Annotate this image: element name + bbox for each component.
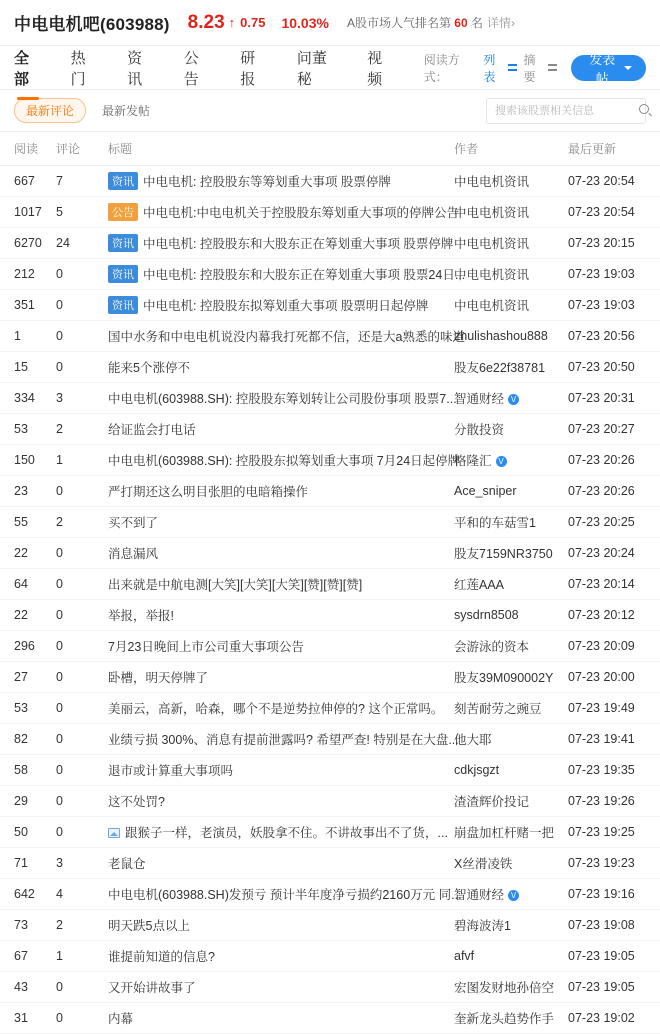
badge-news: 资讯 [108,265,138,283]
post-button[interactable] [571,51,646,86]
cell-read-count: 642 [0,879,56,910]
post-button-label: 发表帖 [589,51,616,86]
nav-right-group [424,51,646,85]
cell-updated-time: 07-23 19:49 [568,693,660,724]
verified-badge-icon: V [496,456,507,467]
cell-author[interactable] [454,631,568,662]
column-read: 阅读 [0,132,56,166]
badge-news: 资讯 [108,172,138,190]
cell-comment-count: 0 [56,476,108,507]
table-row[interactable] [0,290,660,321]
tab-research[interactable]: 研报 [240,49,256,88]
author-name[interactable]: 中电电机资讯 [454,206,530,220]
author-name[interactable]: 会游泳的资本 [454,640,530,654]
table-row[interactable] [0,321,660,352]
post-title-link[interactable]: 谁提前知道的信息? [108,950,215,964]
table-head [0,132,660,166]
cell-title[interactable] [108,414,454,445]
post-title-link[interactable]: 美丽云，高新，哈森，哪个不是逆势拉伸停的? 这个正常吗。 [108,702,444,716]
search-input[interactable] [493,104,639,118]
read-mode-summary[interactable] [523,51,557,85]
cell-read-count: 53 [0,693,56,724]
cell-author[interactable] [454,786,568,817]
cell-comment-count: 5 [56,197,108,228]
cell-updated-time: 07-23 20:12 [568,600,660,631]
cell-comment-count: 1 [56,445,108,476]
cell-updated-time: 07-23 19:26 [568,786,660,817]
cell-read-count: 15 [0,352,56,383]
cell-read-count: 53 [0,414,56,445]
author-name[interactable]: zhulishashou888 [454,329,548,343]
cell-author[interactable] [454,507,568,538]
cell-updated-time: 07-23 20:15 [568,228,660,259]
author-name[interactable]: 碧海波涛1 [454,919,511,933]
cell-title[interactable] [108,941,454,972]
cell-comment-count: 0 [56,693,108,724]
post-title-link[interactable]: 中电电机: 控股股东等筹划重大事项 股票停牌 [143,175,391,189]
table-row[interactable] [0,600,660,631]
cell-comment-count: 2 [56,414,108,445]
cell-title[interactable] [108,166,454,197]
column-title: 标题 [108,132,454,166]
post-title-link[interactable]: 出来就是中航电测[大笑][大笑][大笑][赞][赞][赞] [108,578,363,592]
cell-title[interactable] [108,1003,454,1034]
cell-read-count: 212 [0,259,56,290]
cell-author[interactable] [454,848,568,879]
post-title-link[interactable]: 举报，举报! [108,609,174,623]
rank-number: 60 [454,16,468,30]
column-comment: 评论 [56,132,108,166]
author-name[interactable]: X丝滑凌铁 [454,857,513,871]
cell-read-count: 27 [0,662,56,693]
table-row[interactable] [0,631,660,662]
author-name[interactable]: 股友6e22f38781 [454,361,546,375]
tab-all[interactable]: 全部 [14,36,42,100]
cell-read-count: 334 [0,383,56,414]
price-change-percent: 10.03% [281,14,329,31]
cell-read-count: 22 [0,538,56,569]
cell-author[interactable] [454,197,568,228]
table-row[interactable] [0,662,660,693]
cell-author[interactable] [454,352,568,383]
cell-updated-time: 07-23 19:41 [568,724,660,755]
table-body [0,166,660,1034]
search-icon[interactable] [639,104,652,117]
read-mode-label: 阅读方式： [423,52,460,84]
cell-updated-time: 07-23 19:23 [568,848,660,879]
cell-updated-time: 07-23 20:50 [568,352,660,383]
cell-author[interactable] [454,879,568,910]
cell-comment-count: 0 [56,569,108,600]
cell-read-count: 58 [0,755,56,786]
main-nav [0,46,660,90]
table-row[interactable] [0,383,660,414]
cell-title[interactable] [108,538,454,569]
table-row[interactable] [0,352,660,383]
column-author: 作者 [454,132,568,166]
cell-updated-time: 07-23 19:03 [568,290,660,321]
cell-author[interactable] [454,600,568,631]
list-view-icon [508,62,518,73]
table-row[interactable] [0,445,660,476]
cell-comment-count: 0 [56,724,108,755]
cell-read-count: 67 [0,941,56,972]
cell-comment-count: 0 [56,352,108,383]
price-change: 0.75 [240,15,266,30]
cell-author[interactable] [454,259,568,290]
cell-read-count: 71 [0,848,56,879]
cell-comment-count: 0 [56,662,108,693]
cell-title[interactable] [108,817,454,848]
cell-updated-time: 07-23 19:03 [568,259,660,290]
cell-read-count: 23 [0,476,56,507]
cell-title[interactable] [108,321,465,352]
cell-title[interactable] [108,972,454,1003]
cell-updated-time: 07-23 20:26 [568,476,660,507]
popularity-rank [347,14,483,31]
cell-comment-count: 0 [56,321,108,352]
author-name[interactable]: 中电电机资讯 [454,268,530,282]
verified-badge-icon: V [508,890,519,901]
cell-title[interactable] [108,259,466,290]
cell-updated-time: 07-23 20:25 [568,507,660,538]
post-title-link[interactable]: 跟猴子一样，老演员，妖股拿不住。不讲故事出不了货，... [125,826,448,840]
table-row[interactable] [0,786,660,817]
author-name[interactable]: 股友7159NR3750 [454,547,553,561]
author-name[interactable]: sysdrn8508 [454,608,519,622]
post-title-link[interactable]: 明天跌5点以上 [108,919,190,933]
author-name[interactable]: 红莲AAA [454,578,505,592]
author-name[interactable]: 中电电机资讯 [454,299,530,313]
cell-updated-time: 07-23 19:35 [568,755,660,786]
cell-title[interactable] [108,197,459,228]
filter-latest-comment[interactable]: 最新评论 [14,98,86,123]
table-header-row [0,132,660,166]
cell-author[interactable] [454,321,568,352]
summary-view-icon [548,62,558,73]
cell-author[interactable] [454,166,568,197]
cell-updated-time: 07-23 20:00 [568,662,660,693]
cell-title[interactable] [108,631,454,662]
cell-author[interactable] [454,538,568,569]
cell-author[interactable] [454,1003,568,1034]
post-title-link[interactable]: 中电电机: 控股股东和大股东正在筹划重大事项 股票停牌 [143,237,454,251]
author-name[interactable]: cdkjsgzt [454,763,500,777]
cell-updated-time: 07-23 20:14 [568,569,660,600]
post-title-link[interactable]: 买不到了 [108,516,159,530]
table-row[interactable] [0,228,660,259]
cell-title[interactable] [108,910,454,941]
badge-news: 资讯 [108,234,138,252]
author-name[interactable]: 他大耶 [454,733,492,747]
cell-author[interactable] [454,414,568,445]
table-row[interactable] [0,1003,660,1034]
cell-updated-time: 07-23 20:27 [568,414,660,445]
search-box[interactable] [486,98,646,124]
author-name[interactable]: afvf [454,949,475,963]
cell-comment-count: 0 [56,817,108,848]
column-updated: 最后更新 [568,132,660,166]
cell-comment-count: 0 [56,786,108,817]
cell-updated-time: 07-23 20:09 [568,631,660,662]
cell-comment-count: 1 [56,941,108,972]
cell-read-count: 50 [0,817,56,848]
cell-comment-count: 4 [56,879,108,910]
cell-updated-time: 07-23 20:26 [568,445,660,476]
cell-read-count: 29 [0,786,56,817]
tab-video[interactable]: 视频 [367,49,383,88]
table-row[interactable] [0,414,660,445]
cell-author[interactable] [454,693,568,724]
cell-title[interactable] [108,476,454,507]
post-title-link[interactable]: 这不处罚? [108,795,165,809]
price-up-arrow-icon: ↑ [228,15,236,30]
cell-title[interactable] [108,569,454,600]
cell-author[interactable] [454,662,568,693]
cell-updated-time: 07-23 20:24 [568,538,660,569]
author-name[interactable]: 股友39M090002Y [454,671,554,685]
cell-updated-time: 07-23 19:16 [568,879,660,910]
image-attachment-icon [108,828,120,838]
author-name[interactable]: 渣渣辉价投记 [454,795,530,809]
cell-read-count: 351 [0,290,56,321]
post-title-link[interactable]: 又开始讲故事了 [108,981,196,995]
post-title-link[interactable]: 消息漏风 [108,547,159,561]
post-title-link[interactable]: 7月23日晚间上市公司重大事项公告 [108,640,304,654]
table-row[interactable] [0,259,660,290]
cell-comment-count: 2 [56,507,108,538]
tab-hot[interactable]: 热门 [70,49,86,88]
cell-title[interactable] [108,383,457,414]
post-title-link[interactable]: 卧槽，明天停牌了 [108,671,209,685]
post-title-link[interactable]: 中电电机: 控股股东拟筹划重大事项 股票明日起停牌 [143,299,429,313]
cell-updated-time: 07-23 20:31 [568,383,660,414]
cell-title[interactable] [108,662,454,693]
cell-author[interactable] [454,941,568,972]
detail-link[interactable]: 详情› [487,16,516,30]
post-title-link[interactable]: 中电电机: 控股股东和大股东正在筹划重大事项 股票24日... [143,268,466,282]
author-name[interactable]: 奎新龙头趋势作手 [454,1012,555,1026]
cell-read-count: 150 [0,445,56,476]
cell-title[interactable] [108,693,454,724]
author-name[interactable]: 平和的车菇雪1 [454,516,536,530]
post-title-link[interactable]: 业绩亏损 300%、消息有提前泄露吗? 希望严查! 特别是在大盘... [108,733,459,747]
cell-updated-time: 07-23 20:56 [568,321,660,352]
cell-read-count: 22 [0,600,56,631]
cell-updated-time: 07-23 19:25 [568,817,660,848]
cell-title[interactable] [108,755,454,786]
author-name[interactable]: 格隆汇 [454,454,492,468]
cell-read-count: 43 [0,972,56,1003]
cell-title[interactable] [108,228,454,259]
author-name[interactable]: 宏图发财地孙倍空 [454,981,555,995]
table-row[interactable] [0,197,660,228]
cell-comment-count: 0 [56,600,108,631]
filter-latest-post[interactable]: 最新发帖 [102,104,151,118]
cell-updated-time: 07-23 20:54 [568,197,660,228]
tab-news[interactable]: 资讯 [127,49,143,88]
cell-comment-count: 0 [56,755,108,786]
cell-title[interactable] [108,507,454,538]
table-row[interactable] [0,538,660,569]
author-name[interactable]: 智通财经 [454,392,505,406]
cell-author[interactable] [454,445,568,476]
tab-ask-secretary[interactable]: 问董秘 [296,49,327,88]
post-title-link[interactable]: 能来5个涨停不 [108,361,190,375]
cell-comment-count: 24 [56,228,108,259]
table-row[interactable] [0,693,660,724]
post-title-link[interactable]: 中电电机(603988.SH)发预亏 预计半年度净亏损约2160万元 同... [108,888,462,902]
cell-read-count: 667 [0,166,56,197]
verified-badge-icon: V [508,394,519,405]
cell-author[interactable] [454,228,568,259]
cell-read-count: 64 [0,569,56,600]
cell-author[interactable] [454,910,568,941]
table-row[interactable] [0,724,660,755]
table-row[interactable] [0,941,660,972]
cell-author[interactable] [454,476,568,507]
cell-read-count: 296 [0,631,56,662]
author-name[interactable]: 崩盘加杠杆赌一把 [454,826,555,840]
post-title-link[interactable]: 老鼠仓 [108,857,146,871]
cell-read-count: 82 [0,724,56,755]
post-title-link[interactable]: 中电电机(603988.SH): 控股股东筹划转让公司股份事项 股票7... [108,392,457,406]
badge-news: 资讯 [108,296,138,314]
cell-comment-count: 0 [56,972,108,1003]
post-title-link[interactable]: 内幕 [108,1012,134,1026]
cell-author[interactable] [454,755,568,786]
cell-read-count: 55 [0,507,56,538]
table-row[interactable] [0,507,660,538]
tab-announcement[interactable]: 公告 [183,49,199,88]
cell-comment-count: 7 [56,166,108,197]
post-title-link[interactable]: 国中水务和中电电机说没内幕我打死都不信，还是大а熟悉的味道 [108,330,465,344]
cell-comment-count: 3 [56,848,108,879]
table-row[interactable] [0,972,660,1003]
stock-price: 8.23 [187,11,225,33]
cell-author[interactable] [454,383,568,414]
cell-comment-count: 0 [56,631,108,662]
cell-comment-count: 0 [56,259,108,290]
author-name[interactable]: 中电电机资讯 [454,237,530,251]
chevron-down-icon [624,66,632,70]
cell-read-count: 73 [0,910,56,941]
author-name[interactable]: Ace_sniper [454,484,517,498]
author-name[interactable]: 分散投资 [454,423,505,437]
cell-updated-time: 07-23 19:05 [568,941,660,972]
cell-title[interactable] [108,600,454,631]
post-title-link[interactable]: 给证监会打电话 [108,423,196,437]
post-title-link[interactable]: 严打期还这么明目张胆的电暗箱操作 [108,485,309,499]
badge-announcement: 公告 [108,203,138,221]
cell-title[interactable] [108,879,462,910]
table-row[interactable] [0,910,660,941]
cell-read-count: 1 [0,321,56,352]
cell-author[interactable] [454,290,568,321]
post-table [0,132,660,1034]
cell-comment-count: 0 [56,1003,108,1034]
rank-suffix: 名 [471,16,484,30]
cell-read-count: 31 [0,1003,56,1034]
cell-comment-count: 2 [56,910,108,941]
post-title-link[interactable]: 中电电机:中电电机关于控股股东筹划重大事项的停牌公告 [143,206,459,220]
table-row[interactable] [0,848,660,879]
cell-title[interactable] [108,724,459,755]
cell-title[interactable] [108,848,454,879]
table-row[interactable] [0,166,660,197]
cell-updated-time: 07-23 19:05 [568,972,660,1003]
cell-read-count: 6270 [0,228,56,259]
table-row[interactable] [0,817,660,848]
cell-title[interactable] [108,786,454,817]
table-row[interactable] [0,569,660,600]
cell-updated-time: 07-23 19:08 [568,910,660,941]
table-row[interactable] [0,879,660,910]
cell-title[interactable] [108,352,454,383]
cell-updated-time: 07-23 20:54 [568,166,660,197]
post-title-link[interactable]: 中电电机(603988.SH): 控股股东拟筹划重大事项 7月24日起停牌 [108,454,461,468]
cell-author[interactable] [454,569,568,600]
cell-read-count: 1017 [0,197,56,228]
author-name[interactable]: 智通财经 [454,888,505,902]
rank-prefix: A股市场人气排名第 [346,16,451,30]
read-mode-list-label: 列表 [483,52,496,84]
author-name[interactable]: 刻苦耐劳之豌豆 [454,702,542,716]
cell-title[interactable] [108,445,461,476]
author-name[interactable]: 中电电机资讯 [454,175,530,189]
read-mode-list[interactable] [483,51,517,85]
cell-author[interactable] [454,724,568,755]
post-title-link[interactable]: 退市或计算重大事项吗 [108,764,234,778]
cell-comment-count: 3 [56,383,108,414]
table-row[interactable] [0,755,660,786]
read-mode-summary-label: 摘要 [523,52,536,84]
cell-author[interactable] [454,817,568,848]
page-title: 中电电机吧(603988) [14,15,170,34]
cell-updated-time: 07-23 19:02 [568,1003,660,1034]
cell-author[interactable] [454,972,568,1003]
cell-title[interactable] [108,290,454,321]
cell-comment-count: 0 [56,290,108,321]
table-row[interactable] [0,476,660,507]
cell-comment-count: 0 [56,538,108,569]
